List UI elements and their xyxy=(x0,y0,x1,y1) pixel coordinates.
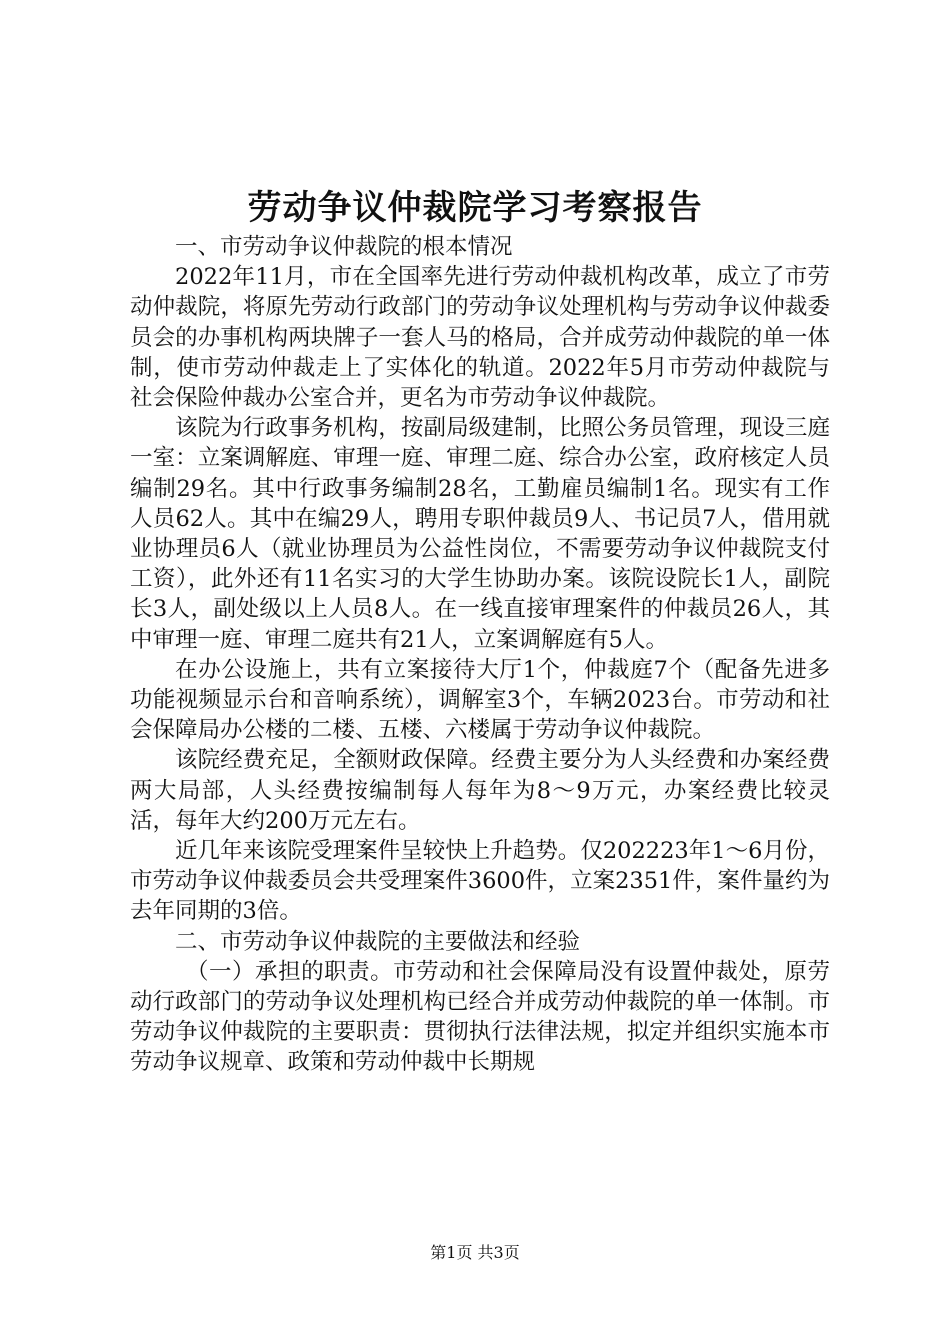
paragraph-reform-history: 2022年11月，市在全国率先进行劳动仲裁机构改革，成立了市劳动仲裁院，将原先劳动行政部门的劳动争议处理机构与劳动争议仲裁委员会的办事机构两块牌子一套人马的格局，合并成劳动仲裁院的单一体制，使市劳动仲裁走上了实体化的轨道。2022年5月市劳动仲裁院与社会保险仲裁办公室合并，更名为市劳动争议仲裁院。 xyxy=(130,264,830,412)
page-number: 第1页 共3页 xyxy=(430,1243,520,1262)
paragraph-staffing: 该院为行政事务机构，按副局级建制，比照公务员管理，现设三庭一室：立案调解庭、审理一庭、审理二庭、综合办公室，政府核定人员编制29名。其中行政事务编制28名，工勤雇员编制1名。现实有工作人员62人。其中在编29人，聘用专职仲裁员9人、书记员7人，借用就业协理员6人（就业协理员为公益性岗位，不需要劳动争议仲裁院支付工资），此外还有11名实习的大学生协助办案。该院设院长1人，副院长3人，副处级以上人员8人。在一线直接审理案件的仲裁员26人，其中审理一庭、审理二庭共有21人，立案调解庭有5人。 xyxy=(130,415,830,653)
paragraph-facilities: 在办公设施上，共有立案接待大厅1个，仲裁庭7个（配备先进多功能视频显示台和音响系统），调解室3个，车辆2023台。市劳动和社会保障局办公楼的二楼、五楼、六楼属于劳动争议仲裁院。 xyxy=(130,656,830,744)
paragraph-duties: （一）承担的职责。市劳动和社会保障局没有设置仲裁处，原劳动行政部门的劳动争议处理机构已经合并成劳动仲裁院的单一体制。市劳动争议仲裁院的主要职责：贯彻执行法律法规，拟定并组织实施本市劳动争议规章、政策和劳动仲裁中长期规 xyxy=(130,958,830,1076)
paragraph-caseload: 近几年来该院受理案件呈较快上升趋势。仅202223年1～6月份，市劳动争议仲裁委员会共受理案件3600件，立案2351件，案件量约为去年同期的3倍。 xyxy=(130,838,830,925)
section-heading-2: 二、市劳动争议仲裁院的主要做法和经验 xyxy=(175,928,581,955)
paragraph-funding: 该院经费充足，全额财政保障。经费主要分为人头经费和办案经费两大局部，人头经费按编制每人每年为8～9万元，办案经费比较灵活，每年大约200万元左右。 xyxy=(130,747,830,834)
document-title: 劳动争议仲裁院学习考察报告 xyxy=(247,188,703,228)
section-heading-1: 一、市劳动争议仲裁院的根本情况 xyxy=(175,234,513,260)
document-body xyxy=(130,232,830,1078)
